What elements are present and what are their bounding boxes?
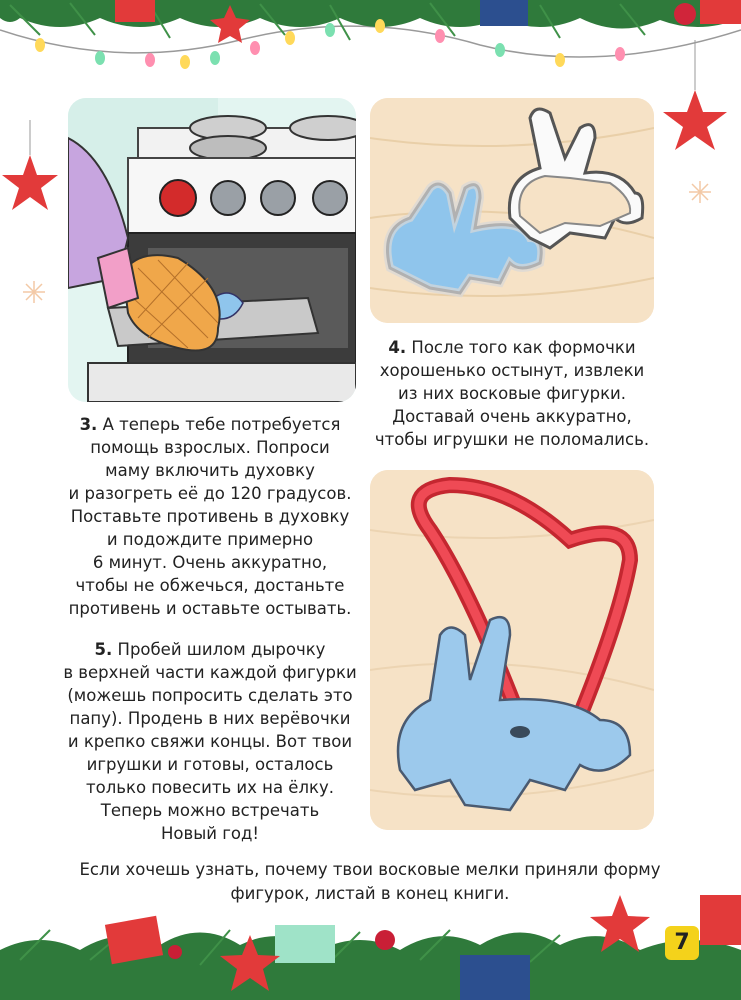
snowflake-icon [688, 180, 712, 204]
gift-box [115, 0, 155, 22]
oven-illustration [68, 98, 356, 402]
footer-note: Если хочешь узнать, почему твои восковые мелки приняли форму фигурок, листай в конец книги. [79, 860, 661, 903]
bauble-icon [375, 930, 395, 950]
gift-box [275, 925, 335, 963]
step-number: 4. [388, 338, 407, 357]
step-number: 5. [94, 640, 113, 659]
bauble-icon [674, 3, 696, 25]
snowflake-icon [22, 280, 46, 304]
step-5-text: 5. Пробей шилом дырочку в верхней части каждой фигурки (можешь попросить сделать это папу). Продень в них верёвочки и крепко свяжи концы. Вот твои игрушки и готовы, осталось только повесить их на ёлку. Теперь можно встречать Новый год! [63, 640, 357, 843]
bunny-ornament-illustration [370, 470, 654, 830]
step-3-text: 3. А теперь тебе потребуется помощь взрослых. Попроси маму включить духовку и разогреть её до 120 градусов. Поставьте противень в духовку и подождите примерно 6 минут. Очень аккуратно, чтобы не обжечься, достаньте противень и оставьте остывать. [68, 415, 352, 618]
gift-box [480, 0, 528, 26]
step-4-text: 4. После того как формочки хорошенько остынут, извлеки из них восковые фигурки. Доставай очень аккуратно, чтобы игрушки не поломались. [374, 338, 650, 449]
step-number: 3. [79, 415, 98, 434]
right-star-ornament [645, 40, 741, 180]
bottom-garland [0, 890, 741, 1000]
bauble-icon [168, 945, 182, 959]
gift-box [460, 955, 530, 1000]
gift-box [700, 895, 741, 945]
gift-box [700, 0, 741, 24]
top-garland [0, 0, 741, 80]
molds-illustration [370, 98, 654, 323]
left-star-ornament [0, 120, 70, 240]
page-number: 7 [665, 926, 699, 960]
